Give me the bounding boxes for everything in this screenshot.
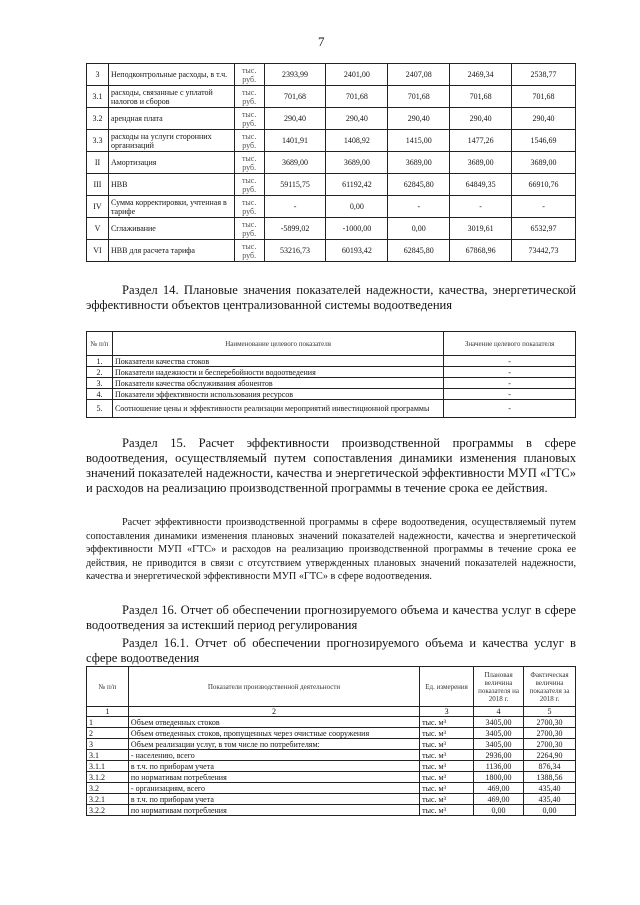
- row-name: в т.ч. по приборам учета: [128, 794, 419, 805]
- section-16-1-heading: Раздел 16.1. Отчет об обеспечении прогнозируемого объема и качества услуг в сфере водоотведения: [86, 636, 576, 665]
- col-no-header: № п/п: [87, 667, 129, 707]
- table-row: [87, 805, 576, 816]
- table-row: [87, 196, 576, 218]
- row-value: 73442,73: [512, 240, 576, 262]
- table-row: [87, 108, 576, 130]
- row-plan: 469,00: [474, 783, 524, 794]
- cost-table: [86, 63, 576, 262]
- row-name: Сумма корректировки, учтенная в тарифе: [108, 196, 234, 218]
- row-number: 2: [87, 728, 129, 739]
- col-unit-header: Ед. измерения: [420, 667, 474, 707]
- row-name: в т.ч. по приборам учета: [128, 761, 419, 772]
- table-row: [87, 240, 576, 262]
- page-number: 7: [318, 34, 325, 49]
- row-value: 290,40: [512, 108, 576, 130]
- row-unit: тыс. м³: [420, 717, 474, 728]
- section-15-paragraph: Расчет эффективности производственной программы в сфере водоотведения, осуществляемый путем сопоставления динамики изменения плановых значений показателей надежности, качества и энергетической эффективности МУП «ГТС» и расходов на реализацию производственной программы в течение срока ее действия, не приводится в связи с отсутствием утвержденных плановых значений показателей надежности, качества и энергетической эффективности МУП «ГТС» в сфере водоотведения.: [86, 517, 576, 583]
- column-number: 1: [87, 707, 129, 717]
- row-value: -: [388, 196, 450, 218]
- row-name: арендная плата: [108, 108, 234, 130]
- row-name: НВВ для расчета тарифа: [108, 240, 234, 262]
- row-value: 59115,75: [264, 174, 326, 196]
- row-name: Объем отведенных стоков, пропущенных через очистные сооружения: [128, 728, 419, 739]
- row-number: 3.1: [87, 86, 109, 108]
- row-fact: 2264,90: [524, 750, 576, 761]
- row-name: Соотношение цены и эффективности реализации мероприятий инвестиционной программы: [112, 400, 443, 418]
- column-number: 5: [524, 707, 576, 717]
- row-fact: 2700,30: [524, 728, 576, 739]
- row-value: 1546,69: [512, 130, 576, 152]
- row-number: VI: [87, 240, 109, 262]
- row-value: 53216,73: [264, 240, 326, 262]
- row-value: 62845,80: [388, 240, 450, 262]
- row-value: -: [444, 356, 576, 367]
- column-numbers-row: [87, 707, 576, 717]
- row-name: Объем отведенных стоков: [128, 717, 419, 728]
- col-value-header: Значение целевого показателя: [444, 332, 576, 356]
- row-plan: 1136,00: [474, 761, 524, 772]
- row-number: IV: [87, 196, 109, 218]
- row-value: 3689,00: [326, 152, 388, 174]
- row-plan: 3405,00: [474, 728, 524, 739]
- row-value: 0,00: [388, 218, 450, 240]
- row-name: Показатели качества обслуживания абонентов: [112, 378, 443, 389]
- row-value: 6532,97: [512, 218, 576, 240]
- table-row: [87, 174, 576, 196]
- col-name-header: Наименование целевого показателя: [112, 332, 443, 356]
- row-name: расходы, связанные с уплатой налогов и сборов: [108, 86, 234, 108]
- row-value: 3689,00: [264, 152, 326, 174]
- row-unit: тыс. м³: [420, 783, 474, 794]
- row-unit: тыс. руб.: [234, 152, 264, 174]
- row-value: 64849,35: [450, 174, 512, 196]
- row-unit: тыс. м³: [420, 728, 474, 739]
- row-value: -: [512, 196, 576, 218]
- row-unit: тыс. руб.: [234, 174, 264, 196]
- row-name: Объем реализации услуг, в том числе по потребителям:: [128, 739, 419, 750]
- row-unit: тыс. м³: [420, 761, 474, 772]
- row-fact: 2700,30: [524, 717, 576, 728]
- row-name: расходы на услуги сторонних организаций: [108, 130, 234, 152]
- row-name: Неподконтрольные расходы, в т.ч.: [108, 64, 234, 86]
- row-number: III: [87, 174, 109, 196]
- row-number: 3.1.2: [87, 772, 129, 783]
- table-row: [87, 64, 576, 86]
- row-value: 3019,61: [450, 218, 512, 240]
- row-plan: 2936,00: [474, 750, 524, 761]
- row-plan: 3405,00: [474, 739, 524, 750]
- row-unit: тыс. руб.: [234, 218, 264, 240]
- row-value: 701,68: [326, 86, 388, 108]
- row-number: 3.2.2: [87, 805, 129, 816]
- row-name: по нормативам потребления: [128, 805, 419, 816]
- row-unit: тыс. руб.: [234, 240, 264, 262]
- row-number: 3.: [87, 378, 113, 389]
- table-row: [87, 130, 576, 152]
- row-name: по нормативам потребления: [128, 772, 419, 783]
- row-number: 4.: [87, 389, 113, 400]
- row-value: 701,68: [512, 86, 576, 108]
- row-value: 290,40: [264, 108, 326, 130]
- row-unit: тыс. руб.: [234, 196, 264, 218]
- row-name: Показатели надежности и бесперебойности водоотведения: [112, 367, 443, 378]
- row-value: 290,40: [450, 108, 512, 130]
- table-row: [87, 750, 576, 761]
- row-value: 1408,92: [326, 130, 388, 152]
- row-number: 3.1.1: [87, 761, 129, 772]
- row-unit: тыс. м³: [420, 805, 474, 816]
- row-number: 5.: [87, 400, 113, 418]
- row-number: 3.2: [87, 108, 109, 130]
- column-number: 4: [474, 707, 524, 717]
- col-plan-header: Плановая величина показателя на 2018 г.: [474, 667, 524, 707]
- row-number: 1: [87, 717, 129, 728]
- section-14-heading: Раздел 14. Плановые значения показателей надежности, качества, энергетической эффективности объектов централизованной системы водоотведения: [86, 283, 576, 312]
- row-value: 2401,00: [326, 64, 388, 86]
- row-value: -: [444, 378, 576, 389]
- row-name: Показатели качества стоков: [112, 356, 443, 367]
- row-value: 3689,00: [450, 152, 512, 174]
- row-plan: 469,00: [474, 794, 524, 805]
- row-fact: 0,00: [524, 805, 576, 816]
- table-row: [87, 717, 576, 728]
- table-row: [87, 728, 576, 739]
- row-fact: 435,40: [524, 783, 576, 794]
- row-value: 701,68: [450, 86, 512, 108]
- row-plan: 0,00: [474, 805, 524, 816]
- row-value: -: [444, 400, 576, 418]
- row-value: 0,00: [326, 196, 388, 218]
- row-value: 2407,08: [388, 64, 450, 86]
- table-row: [87, 794, 576, 805]
- row-value: -1000,00: [326, 218, 388, 240]
- table-row: [87, 367, 576, 378]
- table-row: [87, 356, 576, 367]
- row-value: 2393,99: [264, 64, 326, 86]
- row-fact: 1388,56: [524, 772, 576, 783]
- row-plan: 3405,00: [474, 717, 524, 728]
- table-row: [87, 152, 576, 174]
- row-unit: тыс. руб.: [234, 108, 264, 130]
- row-unit: тыс. м³: [420, 772, 474, 783]
- row-name: Амортизация: [108, 152, 234, 174]
- table-row: [87, 400, 576, 418]
- row-value: 701,68: [264, 86, 326, 108]
- row-number: 1.: [87, 356, 113, 367]
- table-row: [87, 772, 576, 783]
- row-value: 2469,34: [450, 64, 512, 86]
- row-value: 67868,96: [450, 240, 512, 262]
- targets-table: [86, 331, 576, 418]
- table-row: [87, 783, 576, 794]
- row-value: 60193,42: [326, 240, 388, 262]
- row-value: -: [444, 389, 576, 400]
- row-value: -: [450, 196, 512, 218]
- row-number: 3.3: [87, 130, 109, 152]
- row-value: 2538,77: [512, 64, 576, 86]
- row-number: 2.: [87, 367, 113, 378]
- row-number: 3: [87, 64, 109, 86]
- row-value: -: [264, 196, 326, 218]
- row-number: 3: [87, 739, 129, 750]
- row-value: 62845,80: [388, 174, 450, 196]
- table-row: [87, 761, 576, 772]
- col-no-header: № п/п: [87, 332, 113, 356]
- row-name: Сглаживание: [108, 218, 234, 240]
- row-value: 3689,00: [512, 152, 576, 174]
- targets-table-header: [87, 332, 576, 356]
- col-fact-header: Фактическая величина показателя за 2018 г.: [524, 667, 576, 707]
- row-value: -: [444, 367, 576, 378]
- row-unit: тыс. м³: [420, 739, 474, 750]
- section-15-heading: Раздел 15. Расчет эффективности производственной программы в сфере водоотведения, осуществляемый путем сопоставления динамики изменения плановых значений показателей надежности, качества и энергетической эффективности МУП «ГТС» и расходов на реализацию производственной программы в течение срока ее действия.: [86, 436, 576, 495]
- table-row: [87, 86, 576, 108]
- row-number: 3.2: [87, 783, 129, 794]
- row-name: Показатели эффективности использования ресурсов: [112, 389, 443, 400]
- row-fact: 2700,30: [524, 739, 576, 750]
- row-name: - организациям, всего: [128, 783, 419, 794]
- row-value: 3689,00: [388, 152, 450, 174]
- row-number: V: [87, 218, 109, 240]
- row-name: - населению, всего: [128, 750, 419, 761]
- row-value: 1477,26: [450, 130, 512, 152]
- row-number: 3.2.1: [87, 794, 129, 805]
- row-value: 701,68: [388, 86, 450, 108]
- row-value: 1401,91: [264, 130, 326, 152]
- row-fact: 876,34: [524, 761, 576, 772]
- table-row: [87, 389, 576, 400]
- row-value: 61192,42: [326, 174, 388, 196]
- row-fact: 435,40: [524, 794, 576, 805]
- row-unit: тыс. руб.: [234, 130, 264, 152]
- row-name: НВВ: [108, 174, 234, 196]
- volume-table: [86, 666, 576, 816]
- table-row: [87, 739, 576, 750]
- column-number: 2: [128, 707, 419, 717]
- row-unit: тыс. м³: [420, 794, 474, 805]
- col-indicator-header: Показатели производственной деятельности: [128, 667, 419, 707]
- table-row: [87, 378, 576, 389]
- row-plan: 1800,00: [474, 772, 524, 783]
- row-number: 3.1: [87, 750, 129, 761]
- row-value: 290,40: [388, 108, 450, 130]
- row-unit: тыс. м³: [420, 750, 474, 761]
- row-value: 66910,76: [512, 174, 576, 196]
- volume-table-header: [87, 667, 576, 707]
- column-number: 3: [420, 707, 474, 717]
- row-value: -5899,02: [264, 218, 326, 240]
- row-unit: тыс. руб.: [234, 64, 264, 86]
- section-16-heading: Раздел 16. Отчет об обеспечении прогнозируемого объема и качества услуг в сфере водоотведения за истекший период регулирования: [86, 603, 576, 632]
- row-number: II: [87, 152, 109, 174]
- row-value: 290,40: [326, 108, 388, 130]
- row-unit: тыс. руб.: [234, 86, 264, 108]
- table-row: [87, 218, 576, 240]
- row-value: 1415,00: [388, 130, 450, 152]
